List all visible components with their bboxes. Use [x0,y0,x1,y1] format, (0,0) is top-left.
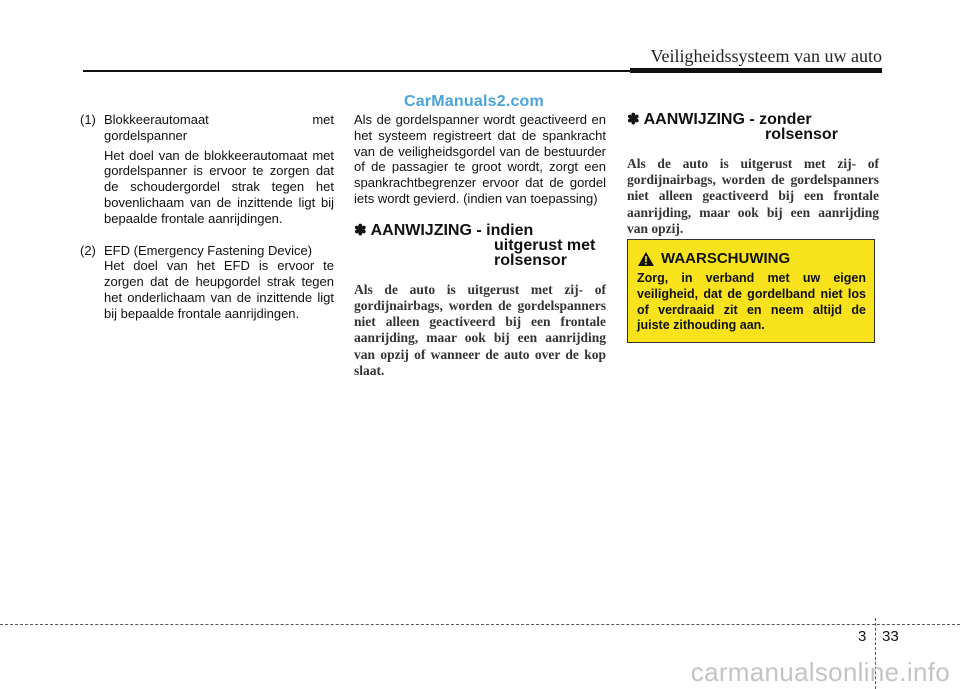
footer-dashed-rule [0,624,960,625]
header-rule-thick [630,68,882,73]
item-1-number: (1) [80,112,96,127]
item-2-body: Het doel van het EFD is ervoor te zorgen dat de heupgordel strak tegen het onderlichaam van de inzittende ligt bij bepaalde frontale aanrijdingen. [104,258,334,321]
warning-body: Zorg, in verband met uw eigen veiligheid, dat de gordelband niet los of verdraaid zit en neem altijd de juiste zithouding aan. [637,271,866,333]
watermark-top[interactable]: CarManuals2.com [404,93,544,110]
item-2-title-line [80,243,334,259]
list-item-1 [80,112,334,227]
header-title: Veiligheidssysteem van uw auto [650,46,882,66]
item-1-title-right: met [312,112,334,127]
item-1-title-line [80,112,334,128]
note-star-icon: ✽ [354,221,367,239]
item-2-number: (2) [80,242,96,258]
item-1-title-line2: gordelspanner [104,127,188,143]
item-1-title-left: Blokkeerautomaat [104,112,209,127]
note-body-rollover: Als de auto is uitgerust met zij- of gordijnairbags, worden de gordelspanners niet alleen geactiveerd bij een frontale aanrijding, maar ook bij een aanrijding van opzij of wanneer de auto over de kop slaat. [354,281,606,378]
watermark-bottom[interactable]: carmanualsonline.info [690,657,950,687]
chapter-number: 3 [858,628,867,645]
note-title-line3: rolsensor [494,251,567,269]
warning-header [637,250,866,267]
list-item-2 [80,243,334,322]
note-title-line1: AANWIJZING - indien [370,221,534,239]
warning-triangle-icon [637,251,655,267]
limiter-paragraph: Als de gordelspanner wordt geactiveerd en het systeem registreert dat de spankracht van de veiligheidsgordel van de bestuurder of de passagier te groot wordt, zorgt een spankrachtbegrenzer ervoor dat de gordel iets wordt gevierd. (indien van toepassing) [354,112,606,206]
note-title-line1: AANWIJZING - zonder [643,111,812,128]
note-title-rollover [354,223,606,268]
item-2-title: EFD (Emergency Fastening Device) [104,242,313,258]
note-title-line2: rolsensor [765,126,838,143]
note-star-icon: ✽ [627,111,640,128]
warning-title: WAARSCHUWING [661,250,791,267]
column-3 [627,112,879,237]
note-title-no-rollover [627,112,879,142]
item-1-body: Het doel van de blokkeerautomaat met gordelspanner is ervoor te zorgen dat de schoudergordel strak tegen het bovenlichaam van de inzittende ligt bij bepaalde frontale aanrijdingen. [104,147,334,226]
column-2 [354,112,606,379]
column-1 [80,112,334,326]
warning-box [627,239,875,343]
note-title-line2: uitgerust met [494,236,596,254]
note-body-no-rollover: Als de auto is uitgerust met zij- of gordijnairbags, worden de gordelspanners niet alleen geactiveerd bij een frontale aanrijding, maar ook bij een aanrijding van opzij. [627,156,879,236]
page-number: 33 [882,628,899,645]
